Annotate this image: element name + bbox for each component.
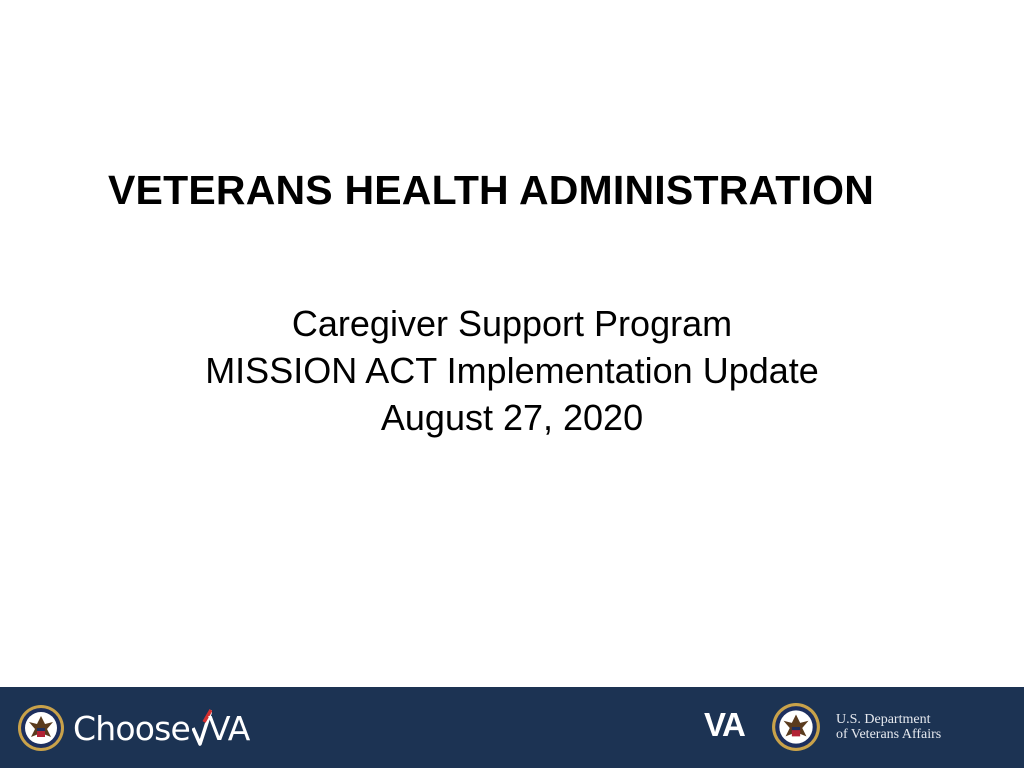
slide-title: VETERANS HEALTH ADMINISTRATION [108, 167, 875, 213]
choose-va-word: Choose [73, 708, 191, 748]
choose-va-letters: VA [208, 708, 250, 748]
presentation-date: August 27, 2020 [380, 397, 644, 438]
program-name: Caregiver Support Program [291, 303, 733, 344]
va-seal-icon [17, 704, 65, 752]
choose-va-logo [73, 704, 250, 752]
department-line-1: U.S. Department [836, 712, 931, 727]
subtitle-block [0, 300, 1024, 441]
footer-banner [0, 687, 1024, 768]
presentation-topic: MISSION ACT Implementation Update [205, 350, 819, 391]
va-logo: VA [704, 706, 745, 743]
department-name [836, 712, 941, 742]
va-seal-icon [771, 702, 821, 752]
department-line-2: of Veterans Affairs [836, 727, 942, 742]
